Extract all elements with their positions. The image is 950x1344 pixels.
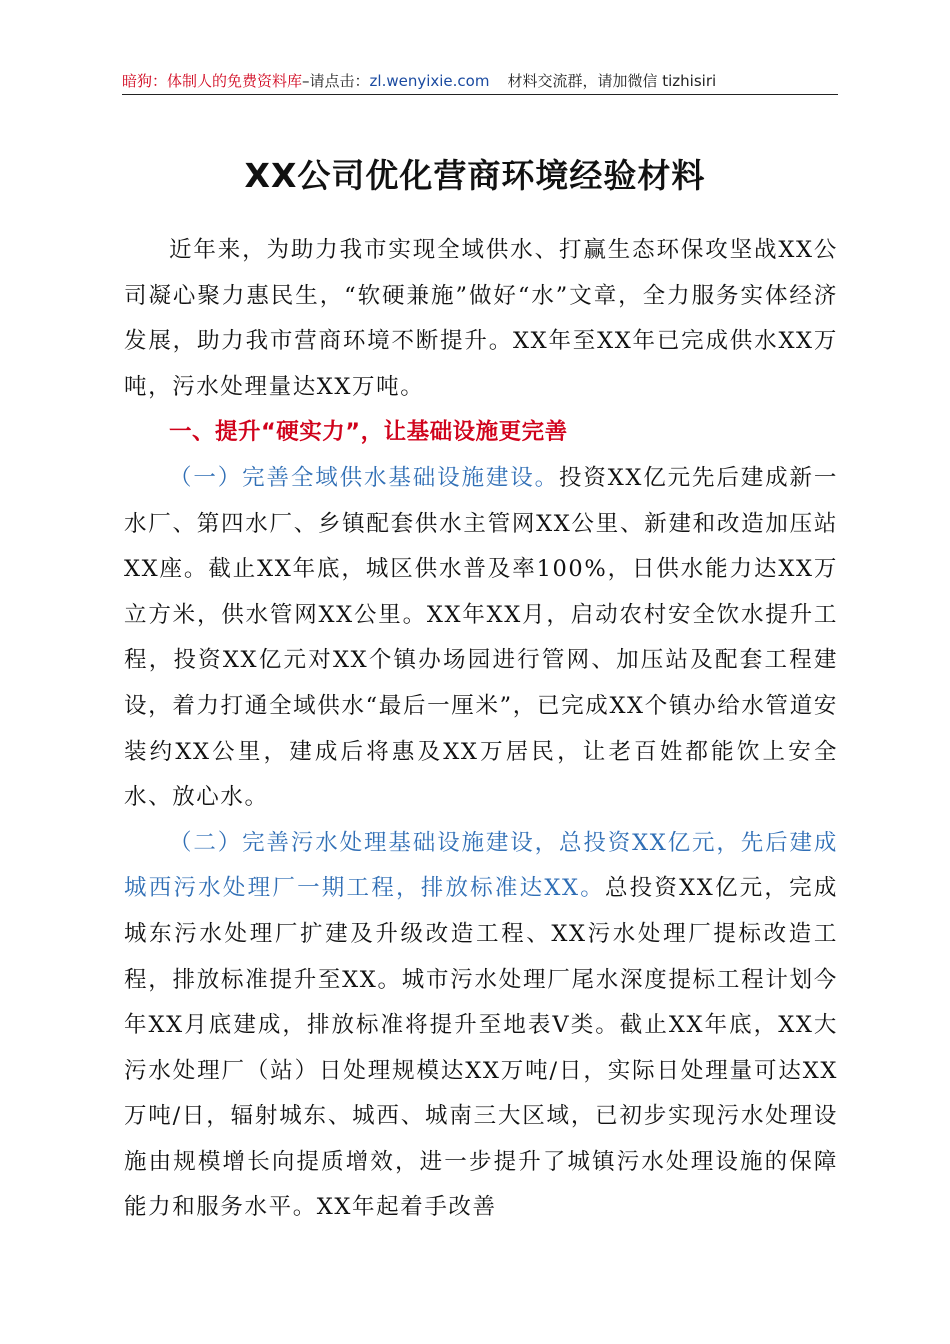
item-text-1: 投资XX亿元先后建成新一水厂、第四水厂、乡镇配套供水主管网XX公里、新建和改造加压站XX座。截止XX年底，城区供水普及率100%，日供水能力达XX万立方米，供水管网XX公里。XX年XX月，启动农村安全饮水提升工程，投资XX亿元对XX个镇办场园进行管网、加压站及配套工程建设，着力打通全域供水“最后一厘米”，已完成XX个镇办给水管道安装约XX公里，建成后将惠及XX万居民，让老百姓都能饮上安全水、放心水。: [124, 464, 838, 811]
item-text-2: 总投资XX亿元，完成城东污水处理厂扩建及升级改造工程、XX污水处理厂提标改造工程，排放标准提升至XX。城市污水处理厂尾水深度提标工程计划今年XX月底建成，排放标准将提升至地表Ⅴ类。截止XX年底，XX大污水处理厂（站）日处理规模达XX万吨/日，实际日处理量可达XX万吨/日，辐射城东、城西、城南三大区域，已初步实现污水处理设施由规模增长向提质增效，进一步提升了城镇污水处理设施的保障能力和服务水平。XX年起着手改善: [124, 875, 838, 1221]
section-heading-1: 一、提升“硬实力”，让基础设施更完善: [169, 419, 568, 446]
header-contact: 材料交流群，请加微信 tizhisiri: [507, 72, 717, 90]
document-title: XX公司优化营商环境经验材料: [244, 156, 706, 195]
item-paragraph-1: [124, 456, 838, 821]
document-body: [124, 228, 838, 1231]
header-url-link[interactable]: zl.wenyixie.com: [369, 72, 490, 90]
item-heading-2: （二）完善污水处理基础设施建设，总投资XX亿元，先后建成城西污水处理厂一期工程，排放标准达XX。: [124, 829, 838, 902]
header-prompt: –请点击：: [302, 72, 370, 90]
item-heading-1: （一）完善全域供水基础设施建设。: [169, 464, 559, 491]
intro-paragraph: 近年来，为助力我市实现全域供水、打赢生态环保攻坚战XX公司凝心聚力惠民生，“软硬兼施”做好“水”文章，全力服务实体经济发展，助力我市营商环境不断提升。XX年至XX年已完成供水XX万吨，污水处理量达XX万吨。: [124, 237, 838, 400]
header-brand: 暗狗：体制人的免费资料库: [122, 72, 303, 90]
item-paragraph-2: [124, 821, 838, 1231]
page-header: [122, 68, 838, 95]
